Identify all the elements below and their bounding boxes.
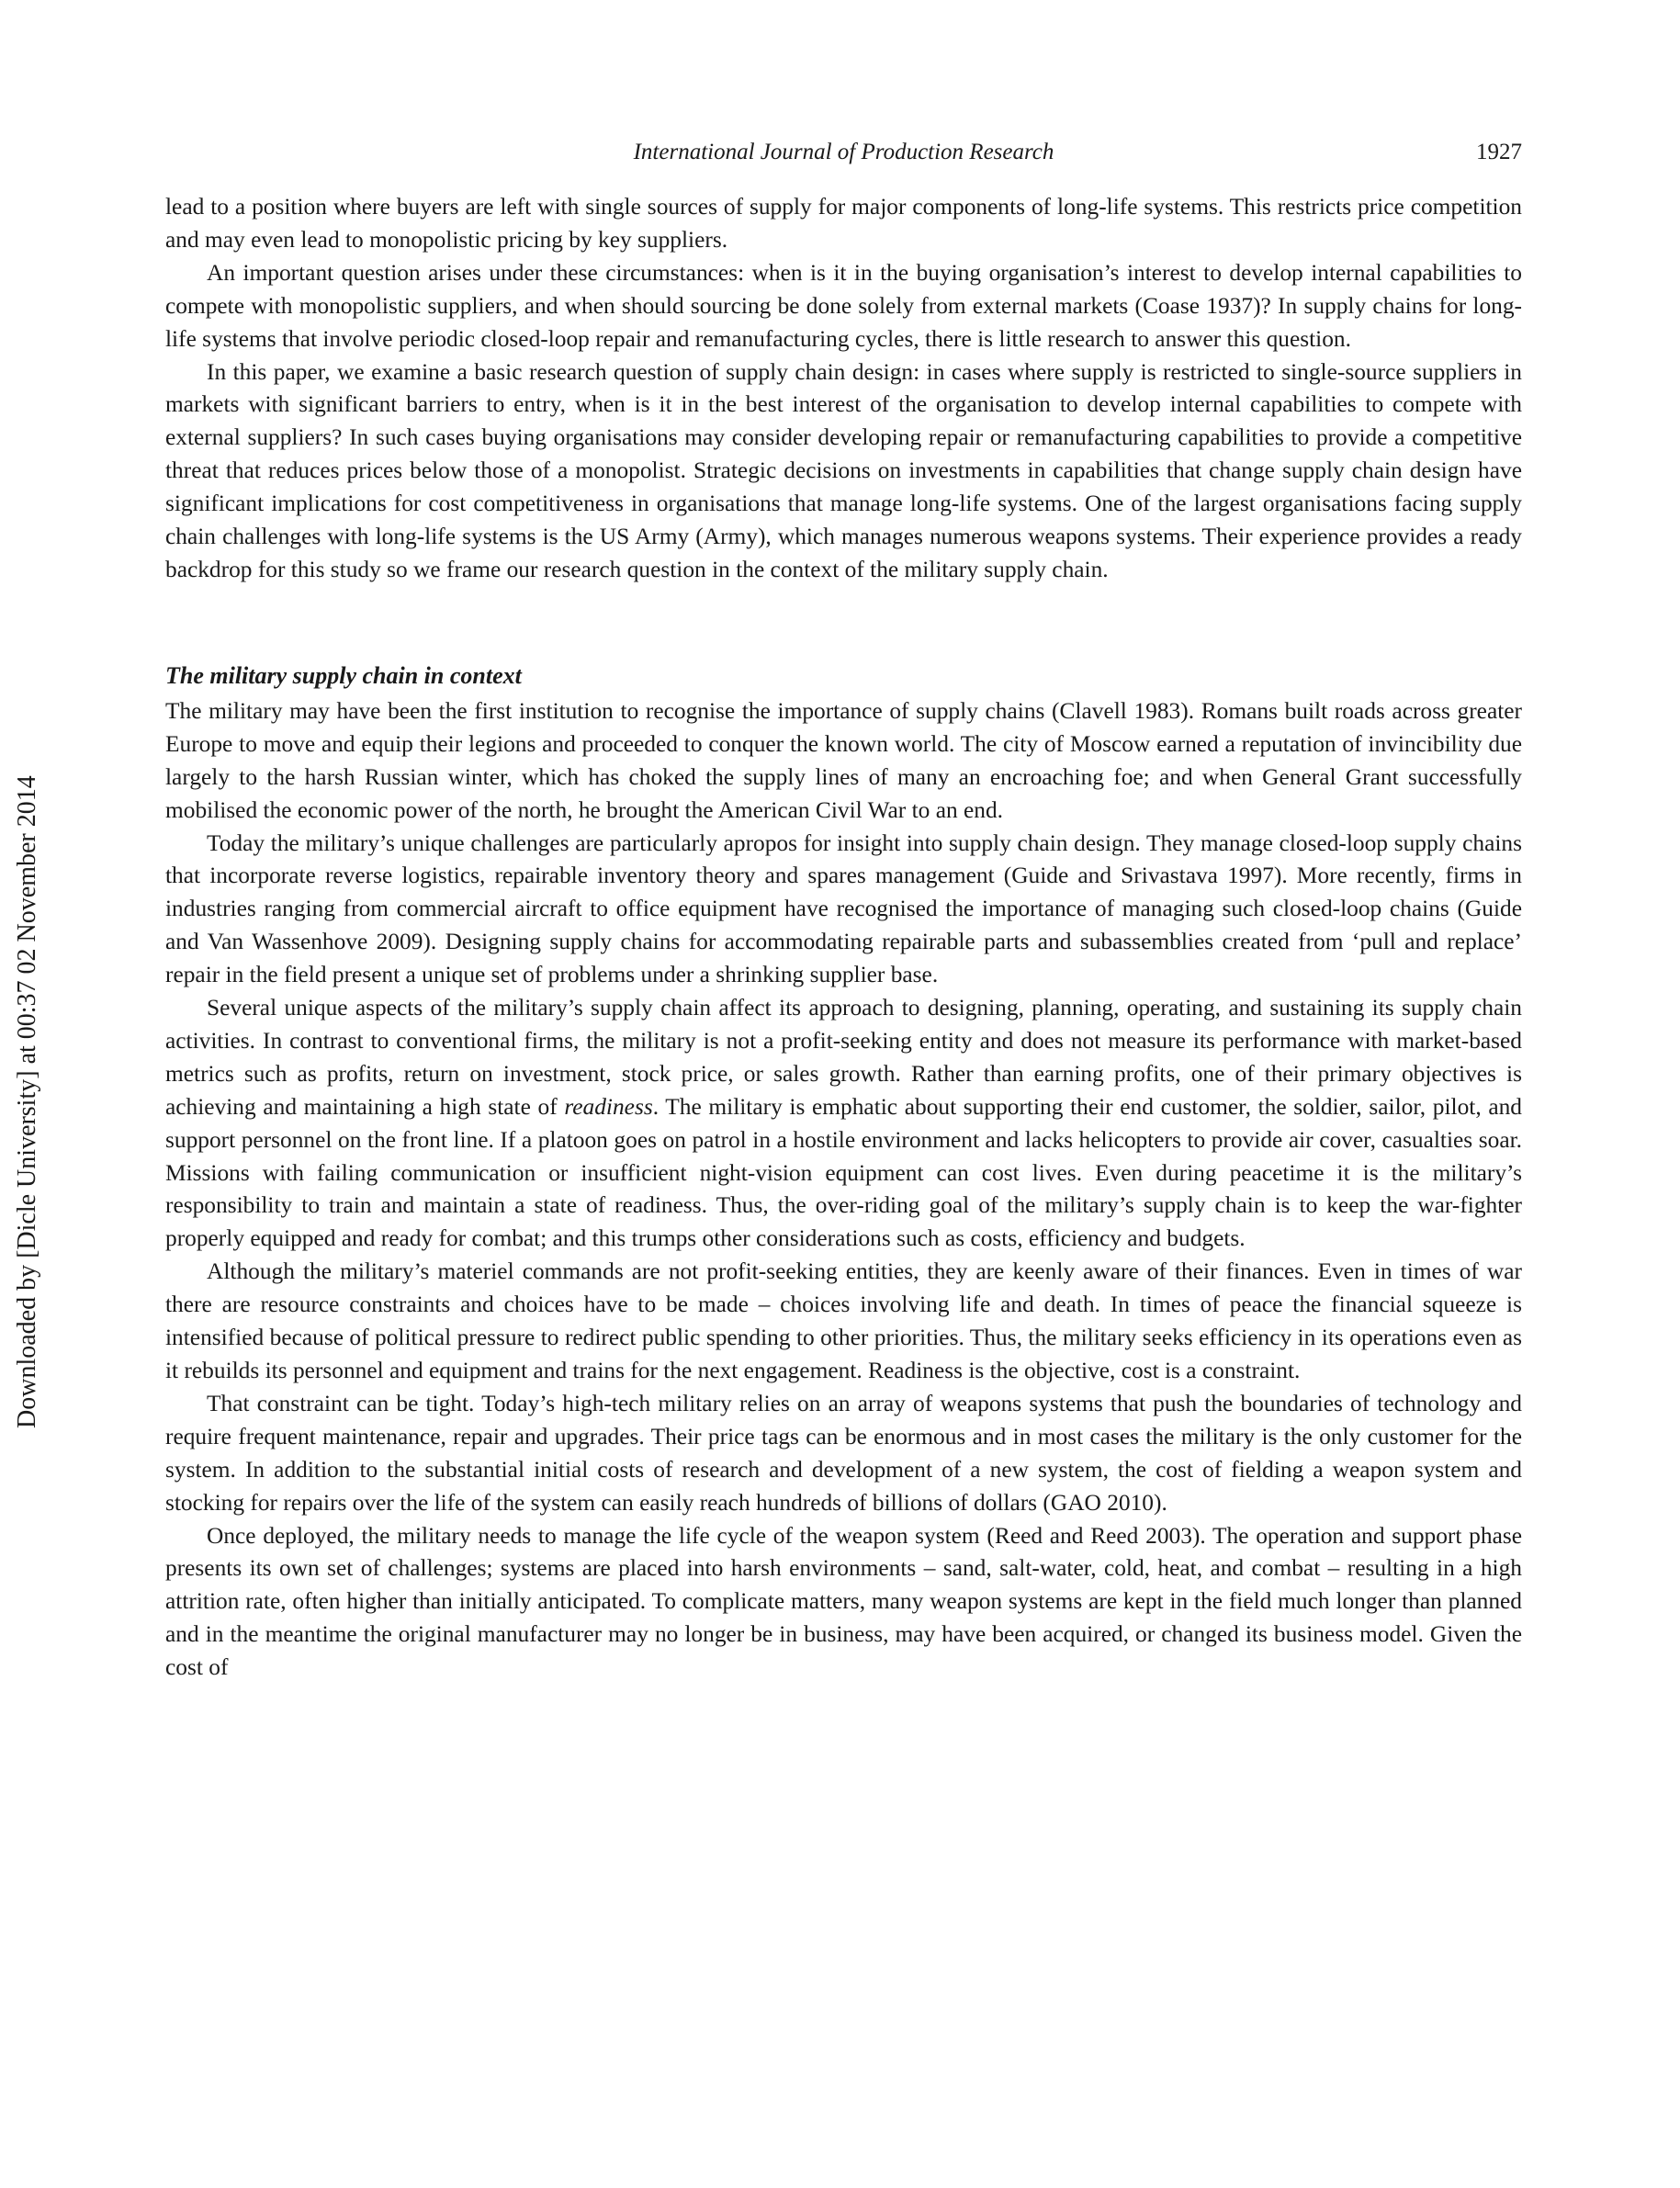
section-heading: The military supply chain in context (165, 661, 522, 689)
page-number: 1927 (1476, 140, 1522, 164)
paragraph-section-3-part-b: . The military is emphatic about supporting their end customer, the soldier, sailor, pilot, and support personnel on the front line. If a platoon goes on patrol in a hostile environment and lacks helicopters to provide air cover, casualties soar. Missions with failing communication or insufficient night-vision equipment can cost lives. Even during peacetime it is the military’s responsibility to train and maintain a state of readiness. Thus, the over-riding goal of the military’s supply chain is to keep the war-fighter properly equipped and ready for combat; and this trumps other considerations such as costs, efficiency and budgets. (165, 1093, 1523, 1252)
download-stamp: Downloaded by [Dicle University] at 00:37 02 November 2014 (13, 775, 41, 1429)
paragraph-intro-3: In this paper, we examine a basic research question of supply chain design: in cases where supply is restricted to single-source suppliers in markets with significant barriers to entry, when is it in the best interest of the organisation to develop internal capabilities to compete with external suppliers? In such cases buying organisations may consider developing repair or remanufacturing capabilities to provide a competitive threat that reduces prices below those of a monopolist. Strategic decisions on investments in capabilities that change supply chain design have significant implications for cost competitiveness in organisations that manage long-life systems. One of the largest organisations facing supply chain challenges with long-life systems is the US Army (Army), which manages numerous weapons systems. Their experience provides a ready backdrop for this study so we frame our research question in the context of the military supply chain. (165, 358, 1522, 582)
paragraph-intro-2: An important question arises under these circumstances: when is it in the buying organisation’s interest to develop internal capabilities to compete with monopolistic suppliers, and when should sourcing be done solely from external markets (Coase 1937)? In supply chains for long-life systems that involve periodic closed-loop repair and remanufacturing cycles, there is little research to answer this question. (165, 259, 1522, 352)
readiness-emphasis: readiness (564, 1093, 653, 1120)
paragraph-section-3 (165, 992, 1522, 1256)
paragraph-section-2: Today the military’s unique challenges are particularly apropos for insight into supply chain design. They manage closed-loop supply chains that incorporate reverse logistics, repairable inventory theory and spares management (Guide and Srivastava 1997). More recently, firms in industries ranging from commercial aircraft to office equipment have recognised the importance of managing such closed-loop chains (Guide and Van Wassenhove 2009). Designing supply chains for accommodating repairable parts and subassemblies created from ‘pull and replace’ repair in the field present a unique set of problems under a shrinking supplier base. (165, 829, 1522, 988)
journal-title: International Journal of Production Research (633, 140, 1054, 164)
paragraph-section-6: Once deployed, the military needs to manage the life cycle of the weapon system (Reed and Reed 2003). The operation and support phase presents its own set of challenges; systems are placed into harsh environments – sand, salt-water, cold, heat, and combat – resulting in a high attrition rate, often higher than initially anticipated. To complicate matters, many weapon systems are kept in the field much longer than planned and in the meantime the original manufacturer may no longer be in business, may have been acquired, or changed its business model. Given the cost of (165, 1522, 1522, 1681)
paragraph-intro-1: lead to a position where buyers are left with single sources of supply for major components of long-life systems. This restricts price competition and may even lead to monopolistic pricing by key suppliers. (165, 194, 1522, 253)
paragraph-section-3-part-a: Several unique aspects of the military’s supply chain affect its approach to designing, planning, operating, and sustaining its supply chain activities. In contrast to conventional firms, the military is not a profit-seeking entity and does not measure its performance with market-based metrics such as profits, return on investment, stock price, or sales growth. Rather than earning profits, one of their primary objectives is achieving and maintaining a high state of (165, 995, 1522, 1120)
paragraph-section-4: Although the military’s materiel commands are not profit-seeking entities, they are keenly aware of their finances. Even in times of war there are resource constraints and choices have to be made – choices involving life and death. In times of peace the financial squeeze is intensified because of political pressure to redirect public spending to other priorities. Thus, the military seeks efficiency in its operations even as it rebuilds its personnel and equipment and trains for the next engagement. Readiness is the objective, cost is a constraint. (165, 1258, 1522, 1383)
paragraph-section-5: That constraint can be tight. Today’s high-tech military relies on an array of weapons systems that push the boundaries of technology and require frequent maintenance, repair and upgrades. Their price tags can be enormous and in most cases the military is the only customer for the system. In addition to the substantial initial costs of research and development of a new system, the cost of fielding a weapon system and stocking for repairs over the life of the system can easily reach hundreds of billions of dollars (GAO 2010). (165, 1390, 1522, 1516)
article-body (165, 191, 1522, 1685)
paragraph-section-1: The military may have been the first institution to recognise the importance of supply chains (Clavell 1983). Romans built roads across greater Europe to move and equip their legions and proceeded to conquer the known world. The city of Moscow earned a reputation of invincibility due largely to the harsh Russian winter, which has choked the supply lines of many an encroaching foe; and when General Grant successfully mobilised the economic power of the north, he brought the American Civil War to an end. (165, 697, 1522, 823)
running-head (165, 140, 1522, 169)
